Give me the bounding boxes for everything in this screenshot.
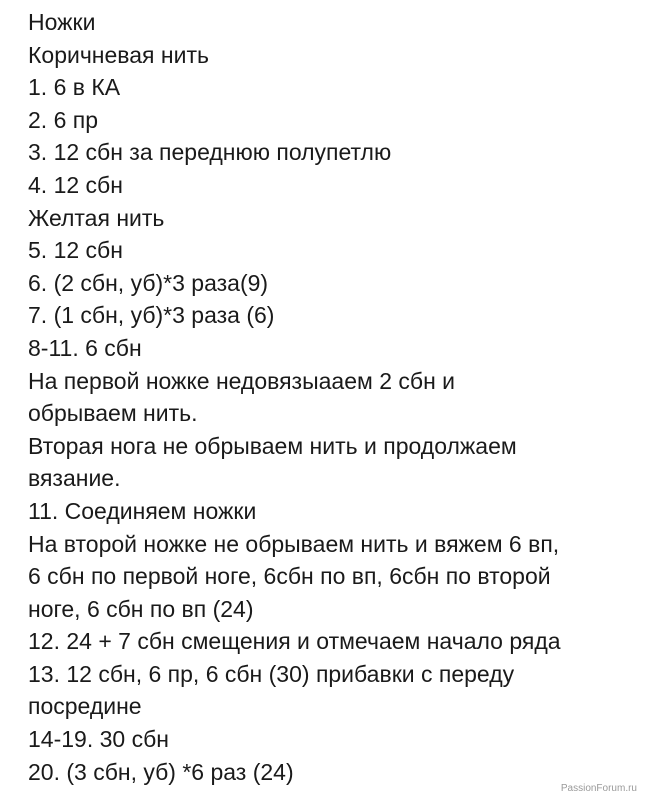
instruction-line: посредине [28,693,142,720]
row-line: 8-11. 6 сбн [28,334,142,361]
row-line: 4. 12 сбн [28,171,123,198]
row-line: 13. 12 сбн, 6 пр, 6 сбн (30) прибавки с переду [28,660,515,687]
row-line: 20. (3 сбн, уб) *6 раз (24) [28,758,294,785]
section-brown-yarn: Коричневая нить [28,41,209,68]
row-line: 2. 6 пр [28,106,98,133]
pattern-text [28,6,638,788]
row-line: 11. Соединяем ножки [28,497,257,524]
watermark: PassionForum.ru [560,783,637,794]
instruction-line: вязание. [28,465,121,492]
instruction-line: обрываем нить. [28,400,198,427]
instruction-line: Вторая нога не обрываем нить и продолжаем [28,432,517,459]
instruction-line: ноге, 6 сбн по вп (24) [28,595,254,622]
instruction-line: На первой ножке недовязыааем 2 сбн и [28,367,456,394]
row-line: 1. 6 в КА [28,74,121,101]
row-line: 14-19. 30 сбн [28,726,169,753]
row-line: 6. (2 сбн, уб)*3 раза(9) [28,269,269,296]
section-yellow-yarn: Желтая нить [28,204,165,231]
instruction-line: 6 сбн по первой ноге, 6сбн по вп, 6сбн по второй [28,563,551,590]
row-line: 7. (1 сбн, уб)*3 раза (6) [28,302,275,329]
row-line: 12. 24 + 7 сбн смещения и отмечаем начало ряда [28,628,561,655]
row-line: 3. 12 сбн за переднюю полупетлю [28,139,392,166]
heading-legs: Ножки [28,9,96,35]
row-line: 5. 12 сбн [28,237,123,264]
instruction-line: На второй ножке не обрываем нить и вяжем 6 вп, [28,530,560,557]
